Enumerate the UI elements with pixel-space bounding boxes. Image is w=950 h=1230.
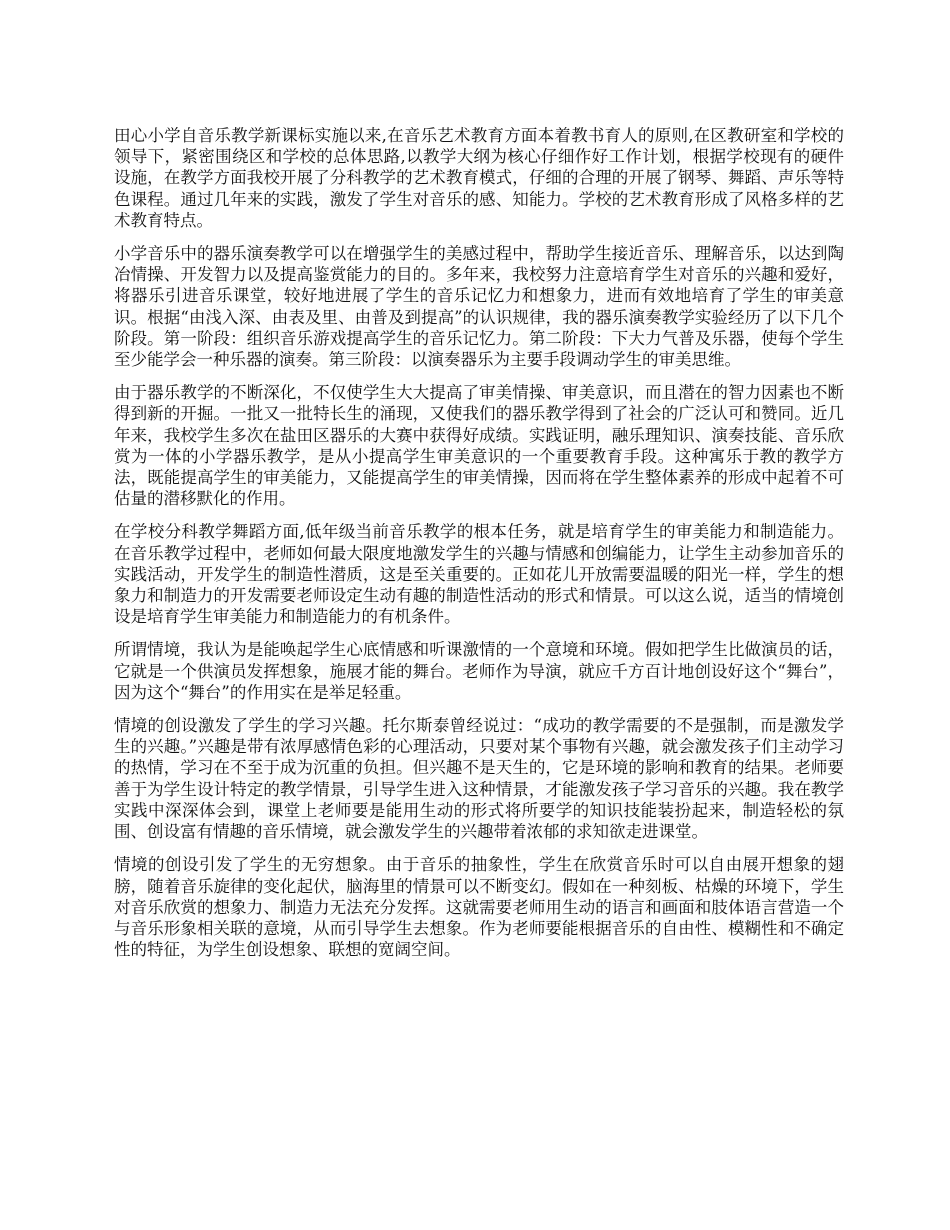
paragraph-1: 田心小学自音乐教学新课标实施以来,在音乐艺术教育方面本着教书育人的原则,在区教研室和学校的领导下，紧密围绕区和学校的总体思路,以教学大纲为核心仔细作好工作计划，根据学校现有的硬件设施，在教学方面我校开展了分科教学的艺术教育模式，仔细的合理的开展了钢琴、舞蹈、声乐等特色课程。通过几年来的实践，激发了学生对音乐的感、知能力。学校的艺术教育形成了风格多样的艺术教育特点。	[114, 126, 844, 230]
paragraph-5: 所谓情境，我认为是能唤起学生心底情感和听课激情的一个意境和环境。假如把学生比做演员的话，它就是一个供演员发挥想象，施展才能的舞台。老师作为导演，就应千方百计地创设好这个“舞台”，因为这个“舞台”的作用实在是举足轻重。	[114, 640, 844, 702]
paragraph-2: 小学音乐中的器乐演奏教学可以在增强学生的美感过程中，帮助学生接近音乐、理解音乐，以达到陶冶情操、开发智力以及提高鉴赏能力的目的。多年来，我校努力注意培育学生对音乐的兴趣和爱好，将器乐引进音乐课堂，较好地进展了学生的音乐记忆力和想象力，进而有效地培育了学生的审美意识。根据“由浅入深、由表及里、由普及到提高”的认识规律，我的器乐演奏教学实验经历了以下几个阶段。第一阶段：组织音乐游戏提高学生的音乐记忆力。第二阶段：下大力气普及乐器，使每个学生至少能学会一种乐器的演奏。第三阶段：以演奏器乐为主要手段调动学生的审美思维。	[114, 244, 844, 370]
paragraph-4: 在学校分科教学舞蹈方面,低年级当前音乐教学的根本任务，就是培育学生的审美能力和制造能力。在音乐教学过程中，老师如何最大限度地激发学生的兴趣与情感和创编能力，让学生主动参加音乐的实践活动，开发学生的制造性潜质，这是至关重要的。正如花儿开放需要温暖的阳光一样，学生的想象力和制造力的开发需要老师设定生动有趣的制造性活动的形式和情景。可以这么说，适当的情境创设是培育学生审美能力和制造能力的有机条件。	[114, 522, 844, 627]
paragraph-3: 由于器乐教学的不断深化，不仅使学生大大提高了审美情操、审美意识，而且潜在的智力因素也不断得到新的开掘。一批又一批特长生的涌现，又使我们的器乐教学得到了社会的广泛认可和赞同。近几年来，我校学生多次在盐田区器乐的大赛中获得好成绩。实践证明，融乐理知识、演奏技能、音乐欣赏为一体的小学器乐教学，是从小提高学生审美意识的一个重要教育手段。这种寓乐于教的教学方法，既能提高学生的审美能力，又能提高学生的审美情操，因而将在学生整体素养的形成中起着不可估量的潜移默化的作用。	[114, 383, 844, 509]
paragraph-6: 情境的创设激发了学生的学习兴趣。托尔斯泰曾经说过：“成功的教学需要的不是强制，而是激发学生的兴趣。”兴趣是带有浓厚感情色彩的心理活动，只要对某个事物有兴趣，就会激发孩子们主动学习的热情，学习在不至于成为沉重的负担。但兴趣不是天生的，它是环境的影响和教育的结果。老师要善于为学生设计特定的教学情景，引导学生进入这种情景，才能激发孩子学习音乐的兴趣。我在教学实践中深深体会到，课堂上老师要是能用生动的形式将所要学的知识技能装扮起来，制造轻松的氛围、创设富有情趣的音乐情境，就会激发学生的兴趣带着浓郁的求知欲走进课堂。	[114, 716, 844, 842]
paragraph-7: 情境的创设引发了学生的无穷想象。由于音乐的抽象性，学生在欣赏音乐时可以自由展开想象的翅膀，随着音乐旋律的变化起伏，脑海里的情景可以不断变幻。假如在一种刻板、枯燥的环境下，学生对音乐欣赏的想象力、制造力无法充分发挥。这就需要老师用生动的语言和画面和肢体语言营造一个与音乐形象相关联的意境，从而引导学生去想象。作为老师要能根据音乐的自由性、模糊性和不确定性的特征，为学生创设想象、联想的宽阔空间。	[114, 855, 844, 960]
document-body	[114, 125, 844, 972]
